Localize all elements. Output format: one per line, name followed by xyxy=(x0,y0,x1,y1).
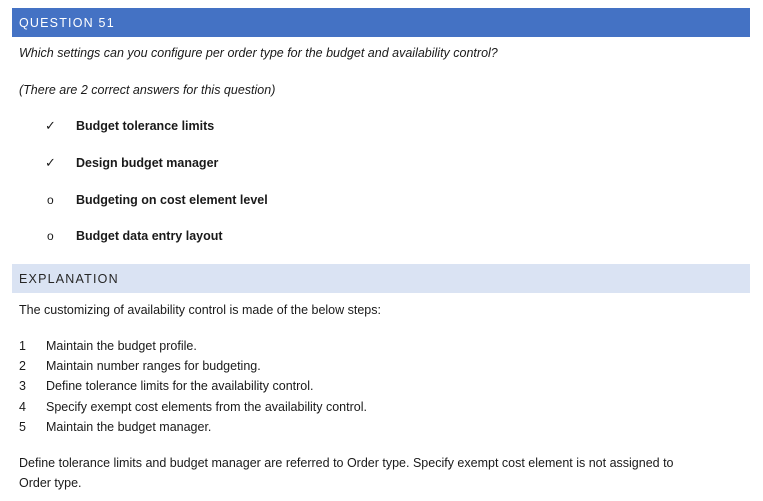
step-number: 2 xyxy=(19,359,26,373)
step-text: Maintain the budget manager. xyxy=(46,420,212,434)
explanation-step xyxy=(19,379,313,393)
answer-option-label: Budget tolerance limits xyxy=(76,119,215,133)
explanation-step xyxy=(19,420,211,434)
explanation-step xyxy=(19,359,261,373)
explanation-conclusion-line1: Define tolerance limits and budget manager are referred to Order type. Specify exempt cost element is not assigned to xyxy=(19,456,674,470)
circle-bullet-icon: o xyxy=(47,193,54,207)
checkmark-icon: ✓ xyxy=(45,118,56,133)
step-text: Maintain number ranges for budgeting. xyxy=(46,359,261,373)
answer-option[interactable] xyxy=(45,117,214,135)
answer-option-label: Design budget manager xyxy=(76,156,219,170)
step-number: 5 xyxy=(19,420,26,434)
checkmark-icon: ✓ xyxy=(45,155,56,170)
step-number: 4 xyxy=(19,400,26,414)
explanation-step xyxy=(19,339,197,353)
step-text: Specify exempt cost elements from the availability control. xyxy=(46,400,367,414)
step-number: 1 xyxy=(19,339,26,353)
explanation-intro: The customizing of availability control is made of the below steps: xyxy=(19,303,381,317)
explanation-conclusion-line2: Order type. xyxy=(19,476,82,490)
answer-option-label: Budget data entry layout xyxy=(76,229,223,243)
explanation-header xyxy=(12,264,750,293)
step-text: Define tolerance limits for the availability control. xyxy=(46,379,314,393)
question-header xyxy=(12,8,750,37)
question-header-label: QUESTION 51 xyxy=(19,15,115,30)
circle-bullet-icon: o xyxy=(47,229,54,243)
step-number: 3 xyxy=(19,379,26,393)
answer-option[interactable] xyxy=(45,191,268,209)
question-prompt: Which settings can you configure per order type for the budget and availability control? xyxy=(19,46,498,60)
answer-option[interactable] xyxy=(45,154,218,172)
answer-option-label: Budgeting on cost element level xyxy=(76,193,268,207)
answer-option[interactable] xyxy=(45,227,223,245)
step-text: Maintain the budget profile. xyxy=(46,339,197,353)
explanation-step xyxy=(19,400,367,414)
explanation-header-label: EXPLANATION xyxy=(19,271,119,286)
question-note: (There are 2 correct answers for this question) xyxy=(19,83,276,97)
